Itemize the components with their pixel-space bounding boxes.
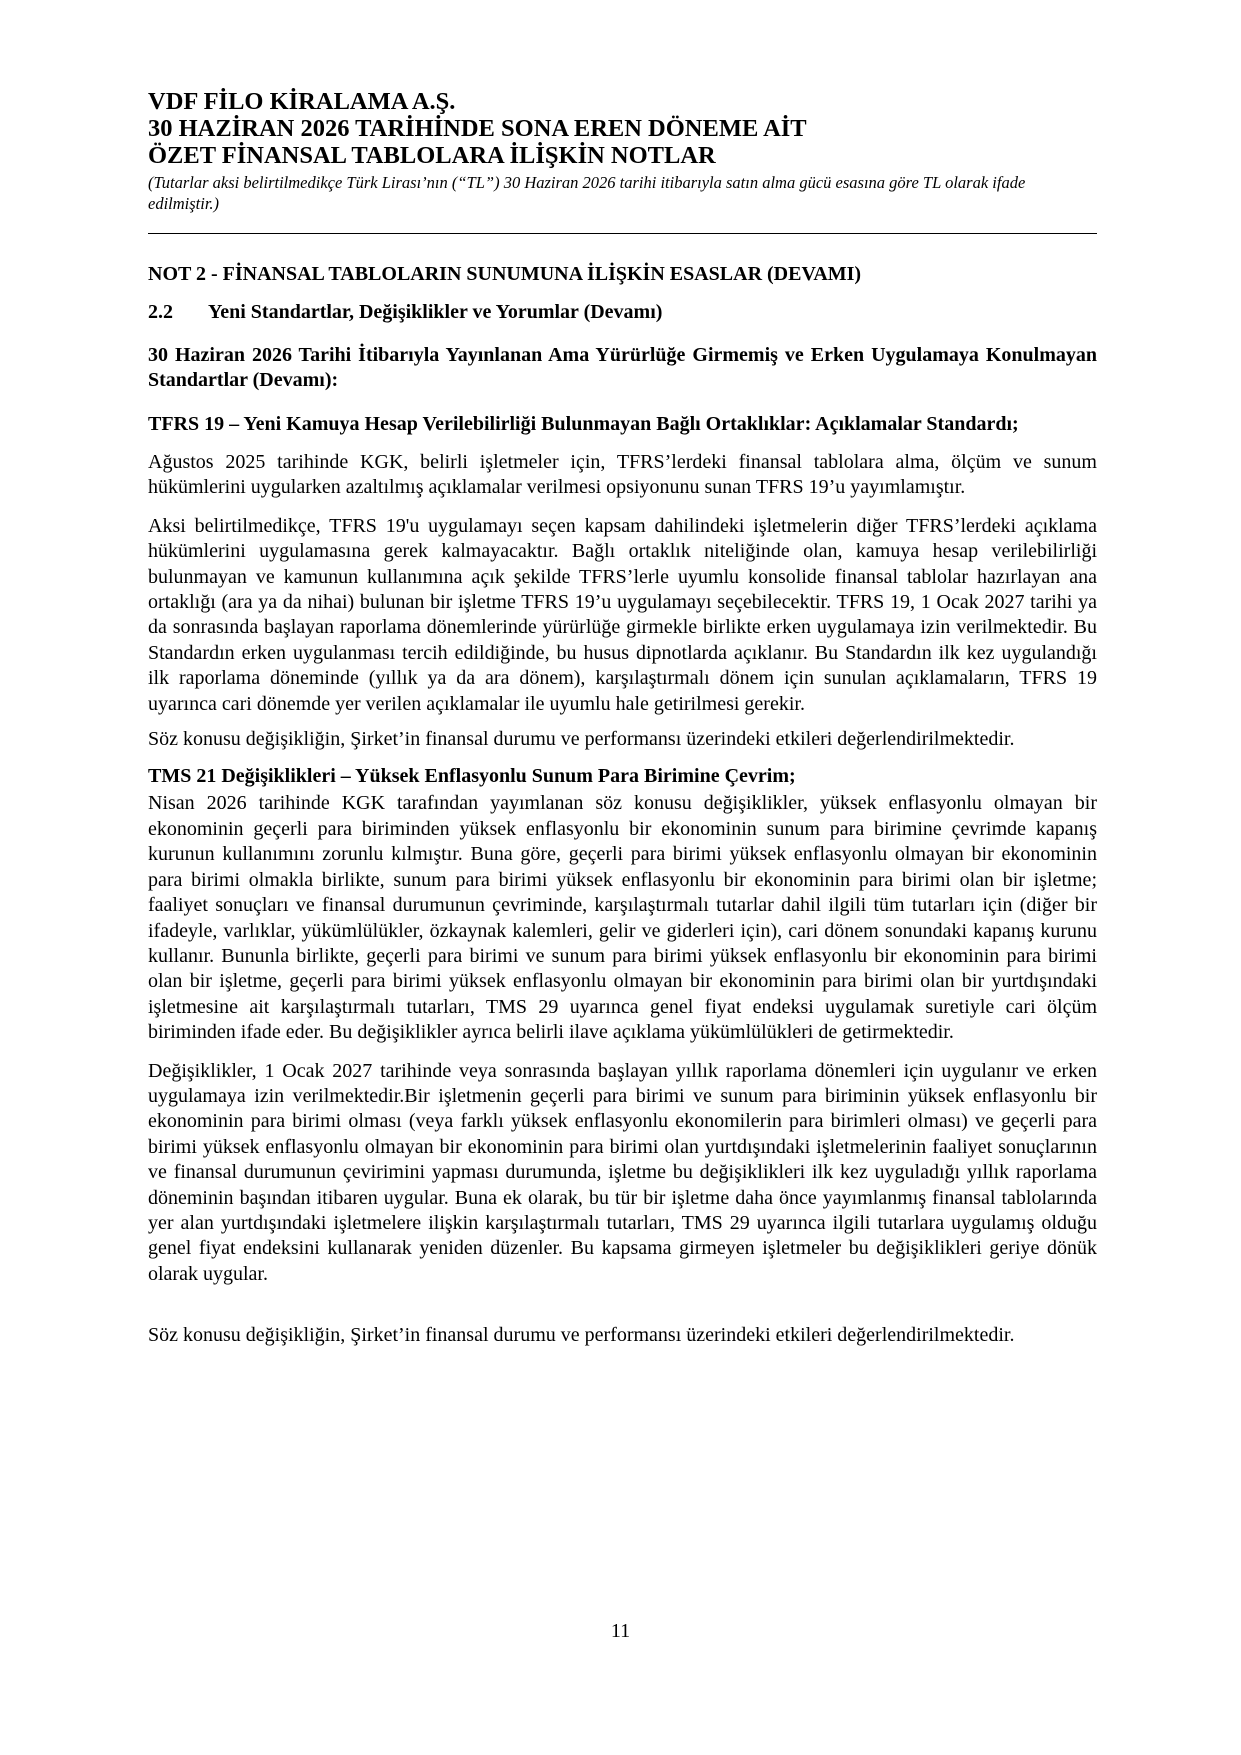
document-title: ÖZET FİNANSAL TABLOLARA İLİŞKİN NOTLAR — [148, 142, 716, 169]
section-title: Yeni Standartlar, Değişiklikler ve Yorumlar (Devamı) — [208, 301, 663, 323]
section-heading — [148, 300, 1097, 324]
tms21-paragraph-3: Söz konusu değişikliğin, Şirket’in finansal durumu ve performansı üzerindeki etkileri değerlendirilmektedir. — [148, 1324, 1015, 1347]
note-title: NOT 2 - FİNANSAL TABLOLARIN SUNUMUNA İLİŞKİN ESASLAR (DEVAMI) — [148, 263, 862, 285]
tfrs19-paragraph-1: Ağustos 2025 tarihinde KGK, belirli işletmeler için, TFRS’lerdeki finansal tablolara alma, ölçüm ve sunum hükümlerini uygularken azaltılmış açıklamalar verilmesi opsiyonunu sunan TFRS 19’u yayımlamıştır. — [148, 451, 1097, 499]
tfrs19-heading: TFRS 19 – Yeni Kamuya Hesap Verilebilirliği Bulunmayan Bağlı Ortaklıklar: Açıklamalar Standardı; — [148, 413, 1019, 435]
document-page — [148, 88, 1097, 1349]
tfrs19-paragraph-3: Söz konusu değişikliğin, Şirket’in finansal durumu ve performansı üzerindeki etkileri değerlendirilmektedir. — [148, 728, 1015, 751]
tfrs19-paragraph-2: Aksi belirtilmedikçe, TFRS 19'u uygulamayı seçen kapsam dahilindeki işletmelerin diğer TFRS’lerdeki açıklama hükümlerini uygulamasına gerek kalmayacaktır. Bağlı ortaklık niteliğinde olan, kamuya hesap verilebilirliği bulunmayan ve kamunun kullanımına açık şekilde TFRS’lerle uyumlu konsolide finansal tablolar hazırlayan ana ortaklığı (ara ya da nihai) bulunan bir işletme TFRS 19’u uygulamayı seçebilecektir. TFRS 19, 1 Ocak 2027 tarihi ya da sonrasında başlayan raporlama dönemlerinde yürürlüğe girmekle birlikte erken uygulamaya izin verilmektedir. Bu Standardın erken uygulanması tercih edildiğinde, bu husus dipnotlarda açıklanır. Bu Standardın ilk kez uygulandığı ilk raporlama döneminde (yıllık ya da ara dönem), karşılaştırmalı dönem için sunulan açıklamaların, TFRS 19 uyarınca cari dönemde yer verilen açıklamalar ile uyumlu hale getirilmesi gerekir. — [148, 514, 1097, 715]
section-number: 2.2 — [148, 301, 173, 323]
tms21-heading: TMS 21 Değişiklikleri – Yüksek Enflasyonlu Sunum Para Birimine Çevrim; — [148, 765, 796, 788]
tms21-paragraph-2: Değişiklikler, 1 Ocak 2027 tarihinde veya sonrasında başlayan yıllık raporlama dönemleri için uygulanır ve erken uygulamaya izin verilmektedir.Bir işletmenin geçerli para birimi ve sunum para biriminin yüksek enflasyonlu bir ekonominin para birimi olması (veya farklı yüksek enflasyonlu ekonomilerin para birimleri olması) ve geçerli para birimi yüksek enflasyonlu olmayan bir ekonominin para birimi olan yurtdışındaki işletmelerinin faaliyet sonuçlarının ve finansal durumunun çevirimini yapması durumunda, işletme bu değişiklikleri ilk kez uyguladığı yıllık raporlama döneminin başından itibaren uygular. Buna ek olarak, bu tür bir işletme daha önce yayımlanmış finansal tablolarında yer alan yurtdışındaki işletmelere ilişkin karşılaştırmalı tutarları, TMS 29 uyarınca ilgili tutarlara uygulamış olduğu genel fiyat endeksini kullanarak yeniden düzenler. Bu kapsama girmeyen işletmeler bu değişiklikleri geriye dönük olarak uygular. — [148, 1059, 1097, 1285]
currency-note: (Tutarlar aksi belirtilmedikçe Türk Lirası’nın (“TL”) 30 Haziran 2026 tarihi itibarıyla satın alma gücü esasına göre TL olarak ifade edilmiştir.) — [148, 173, 1026, 213]
page-number: 11 — [610, 1620, 631, 1642]
header-divider — [148, 233, 1097, 234]
company-name: VDF FİLO KİRALAMA A.Ş. — [148, 88, 456, 115]
tms21-paragraph-1: Nisan 2026 tarihinde KGK tarafından yayımlanan söz konusu değişiklikler, yüksek enflasyonlu olmayan bir ekonominin geçerli para biriminden yüksek enflasyonlu bir ekonominin sunum para birimine çevrimde kapanış kurunun kullanımını zorunlu kılmıştır. Buna göre, geçerli para birimi yüksek enflasyonlu olmayan bir ekonominin para birimi olmakla birlikte, sunum para birimi yüksek enflasyonlu bir ekonominin para birimi olan bir işletme; faaliyet sonuçları ve finansal durumunun çevriminde, karşılaştırmalı tutarlar dahil ilgili tüm tutarları için (diğer bir ifadeyle, varlıklar, yükümlülükler, özkaynak kalemleri, gelir ve giderleri için), cari dönem sonundaki kapanış kurunu kullanır. Bununla birlikte, geçerli para birimi ve sunum para birimi yüksek enflasyonlu bir ekonominin para birimi olan bir işletme, geçerli para birimi yüksek enflasyonlu olmayan bir ekonominin para birimi olan bir yurtdışındaki işletmesine ait karşılaştırmalı tutarları, TMS 29 uyarınca genel fiyat endeksi uygulamak suretiyle cari ölçüm biriminden ifade eder. Bu değişiklikler ayrıca belirli ilave açıklama yükümlülükleri de getirmektedir. — [148, 792, 1097, 1044]
document-header — [148, 88, 1097, 214]
period-line: 30 HAZİRAN 2026 TARİHİNDE SONA EREN DÖNEME AİT — [148, 115, 807, 142]
subsection-title: 30 Haziran 2026 Tarihi İtibarıyla Yayınlanan Ama Yürürlüğe Girmemiş ve Erken Uygulamaya Konulmayan Standartlar (Devamı): — [148, 344, 1097, 391]
